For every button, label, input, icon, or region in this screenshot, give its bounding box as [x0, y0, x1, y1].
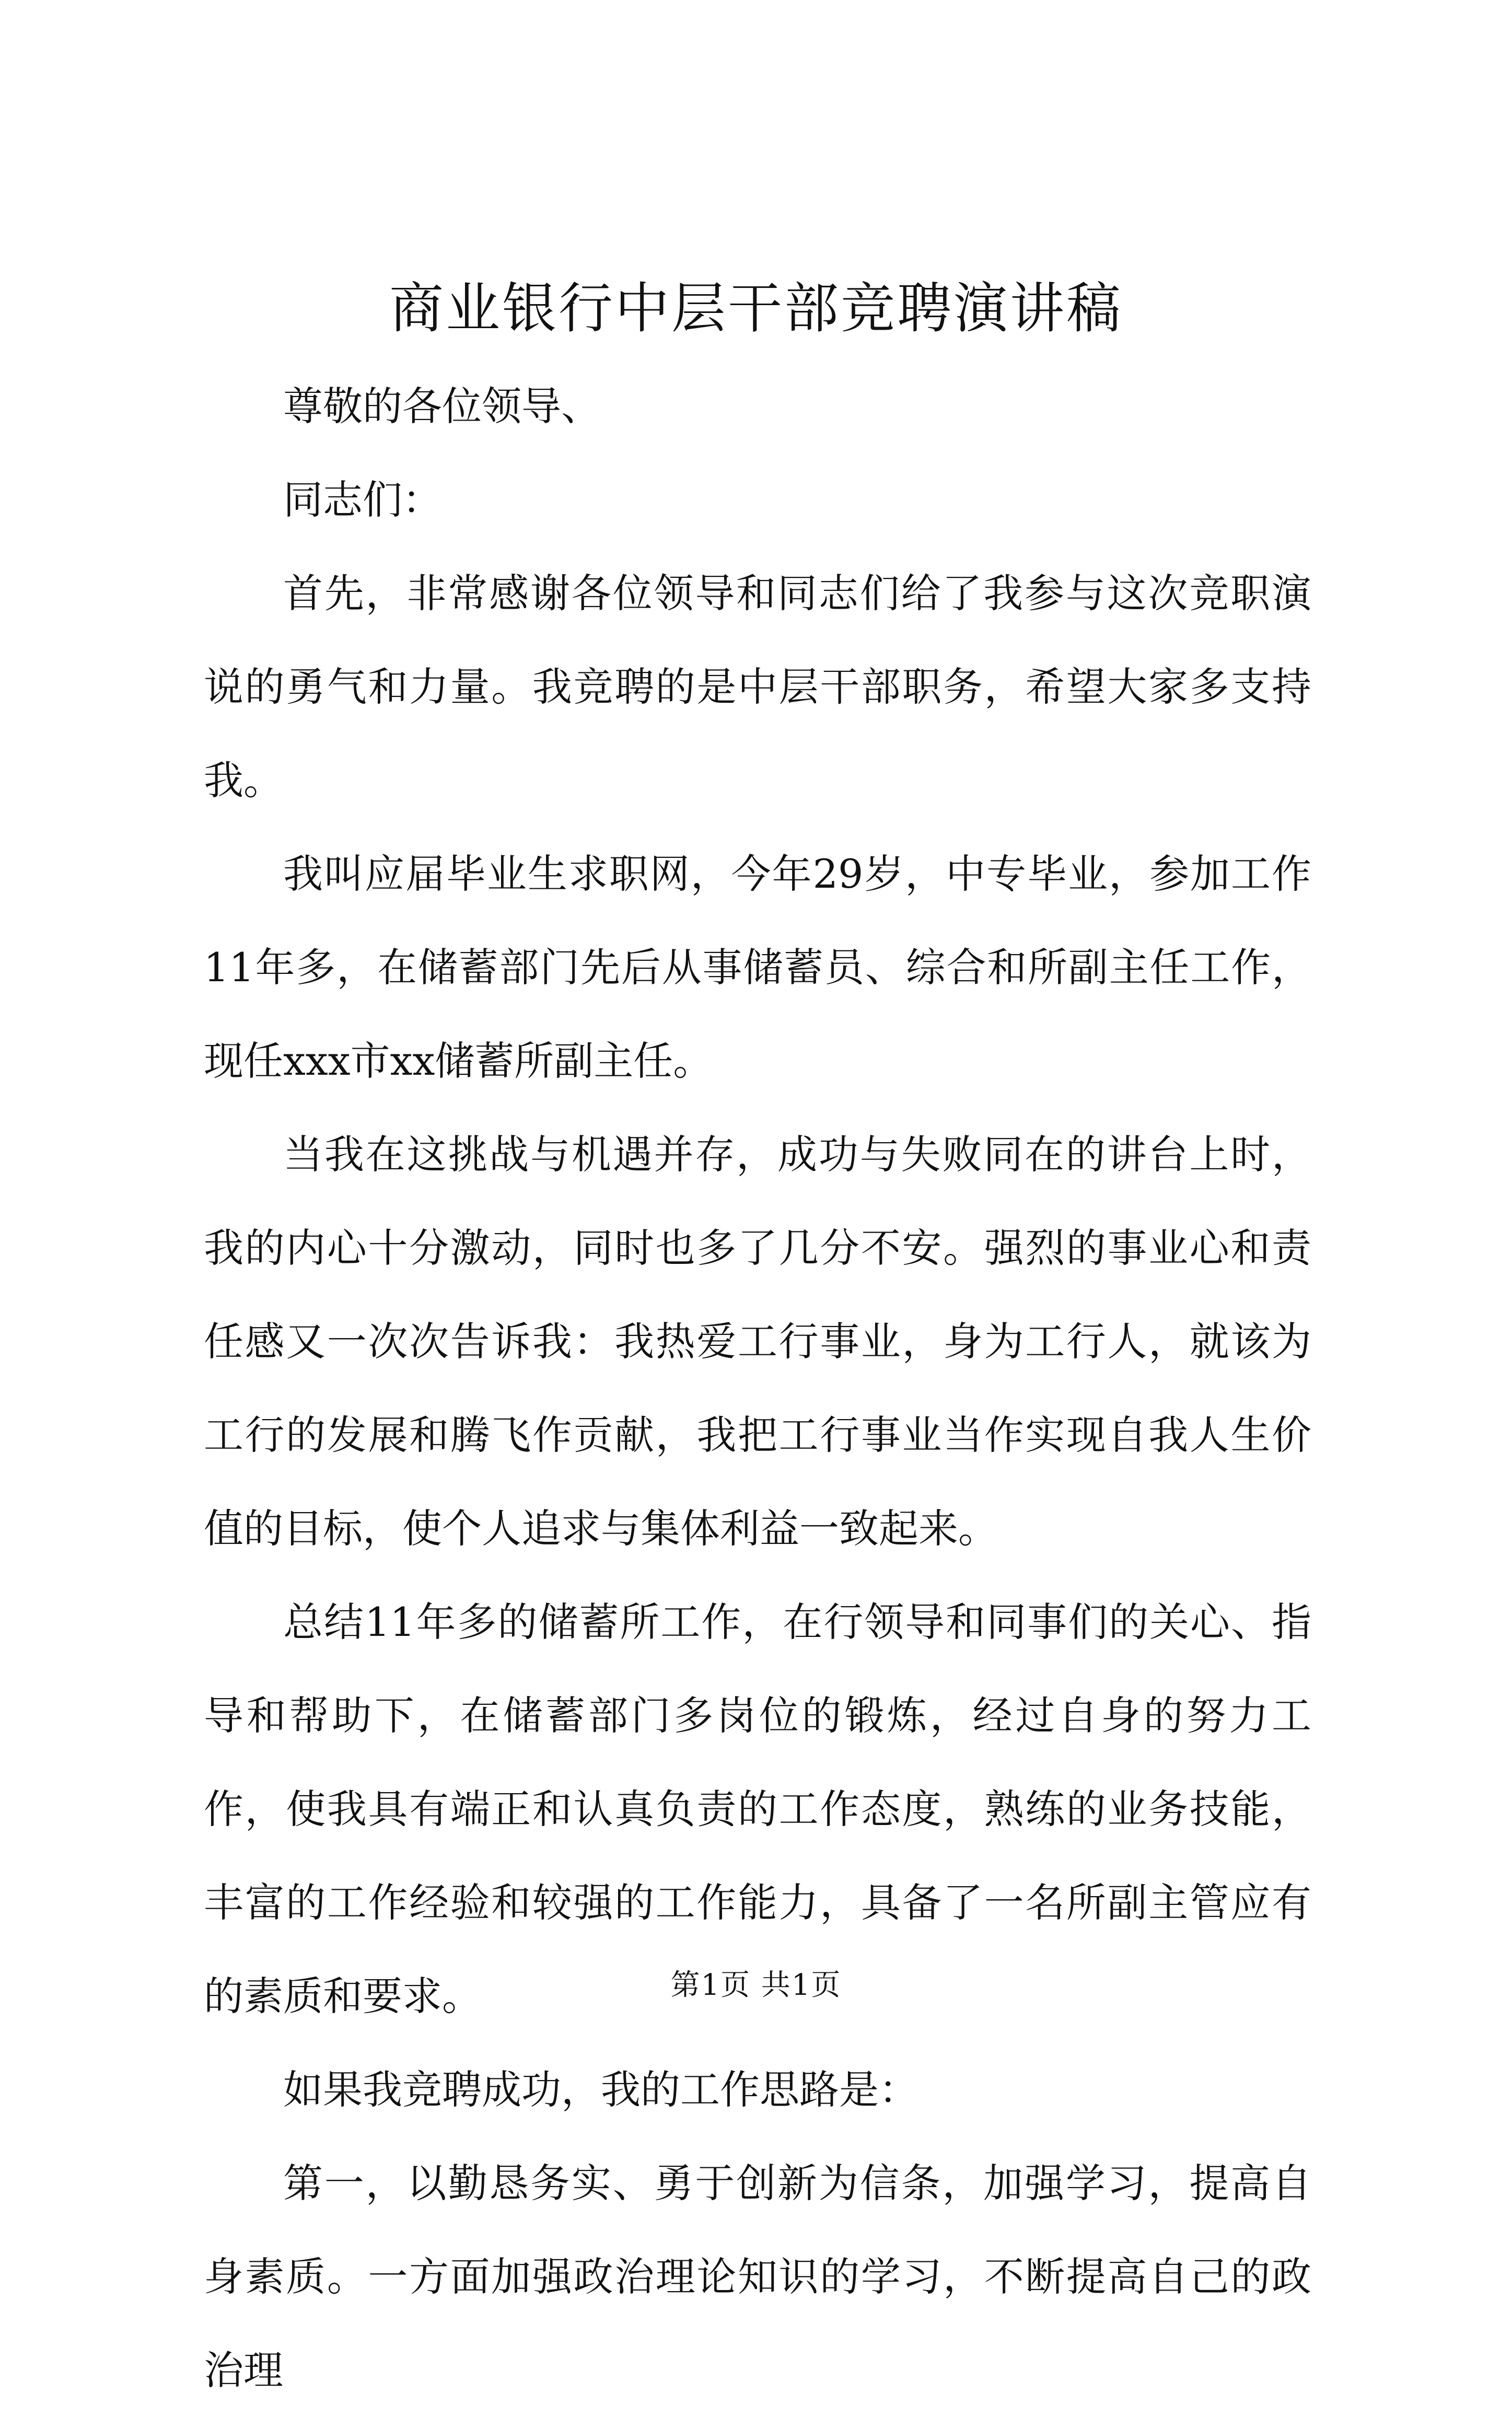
paragraph-summary: 总结11年多的储蓄所工作，在行领导和同事们的关心、指导和帮助下，在储蓄部门多岗位的锻炼，经过自身的努力工作，使我具有端正和认真负责的工作态度，熟练的业务技能，丰富的工作经验和较强的工作能力，具备了一名所副主管应有的素质和要求。 [204, 1599, 1311, 2019]
salutation-line-1: 尊敬的各位领导、 [283, 383, 601, 429]
document-body [204, 359, 1311, 2417]
paragraph-plan-intro: 如果我竞聘成功，我的工作思路是： [283, 2066, 918, 2113]
paragraph-introduction: 我叫应届毕业生求职网，今年29岁，中专毕业，参加工作11年多，在储蓄部门先后从事储蓄员、综合和所副主任工作，现任xxx市xx储蓄所副主任。 [204, 851, 1311, 1084]
salutation-line-2: 同志们： [283, 477, 442, 523]
document-title: 商业银行中层干部竞聘演讲稿 [389, 276, 1123, 340]
page-footer: 第1页 共1页 [670, 1968, 842, 2002]
paragraph-motivation: 当我在这挑战与机遇并存，成功与失败同在的讲台上时，我的内心十分激动，同时也多了几分不安。强烈的事业心和责任感又一次次告诉我：我热爱工行事业，身为工行人，就该为工行的发展和腾飞作贡献，我把工行事业当作实现自我人生价值的目标，使个人追求与集体利益一致起来。 [204, 1131, 1311, 1552]
paragraph-opening: 首先，非常感谢各位领导和同志们给了我参与这次竞职演说的勇气和力量。我竞聘的是中层干部职务，希望大家多支持我。 [204, 570, 1311, 804]
paragraph-plan-first: 第一，以勤恳务实、勇于创新为信条，加强学习，提高自身素质。一方面加强政治理论知识的学习，不断提高自己的政治理 [204, 2160, 1311, 2393]
